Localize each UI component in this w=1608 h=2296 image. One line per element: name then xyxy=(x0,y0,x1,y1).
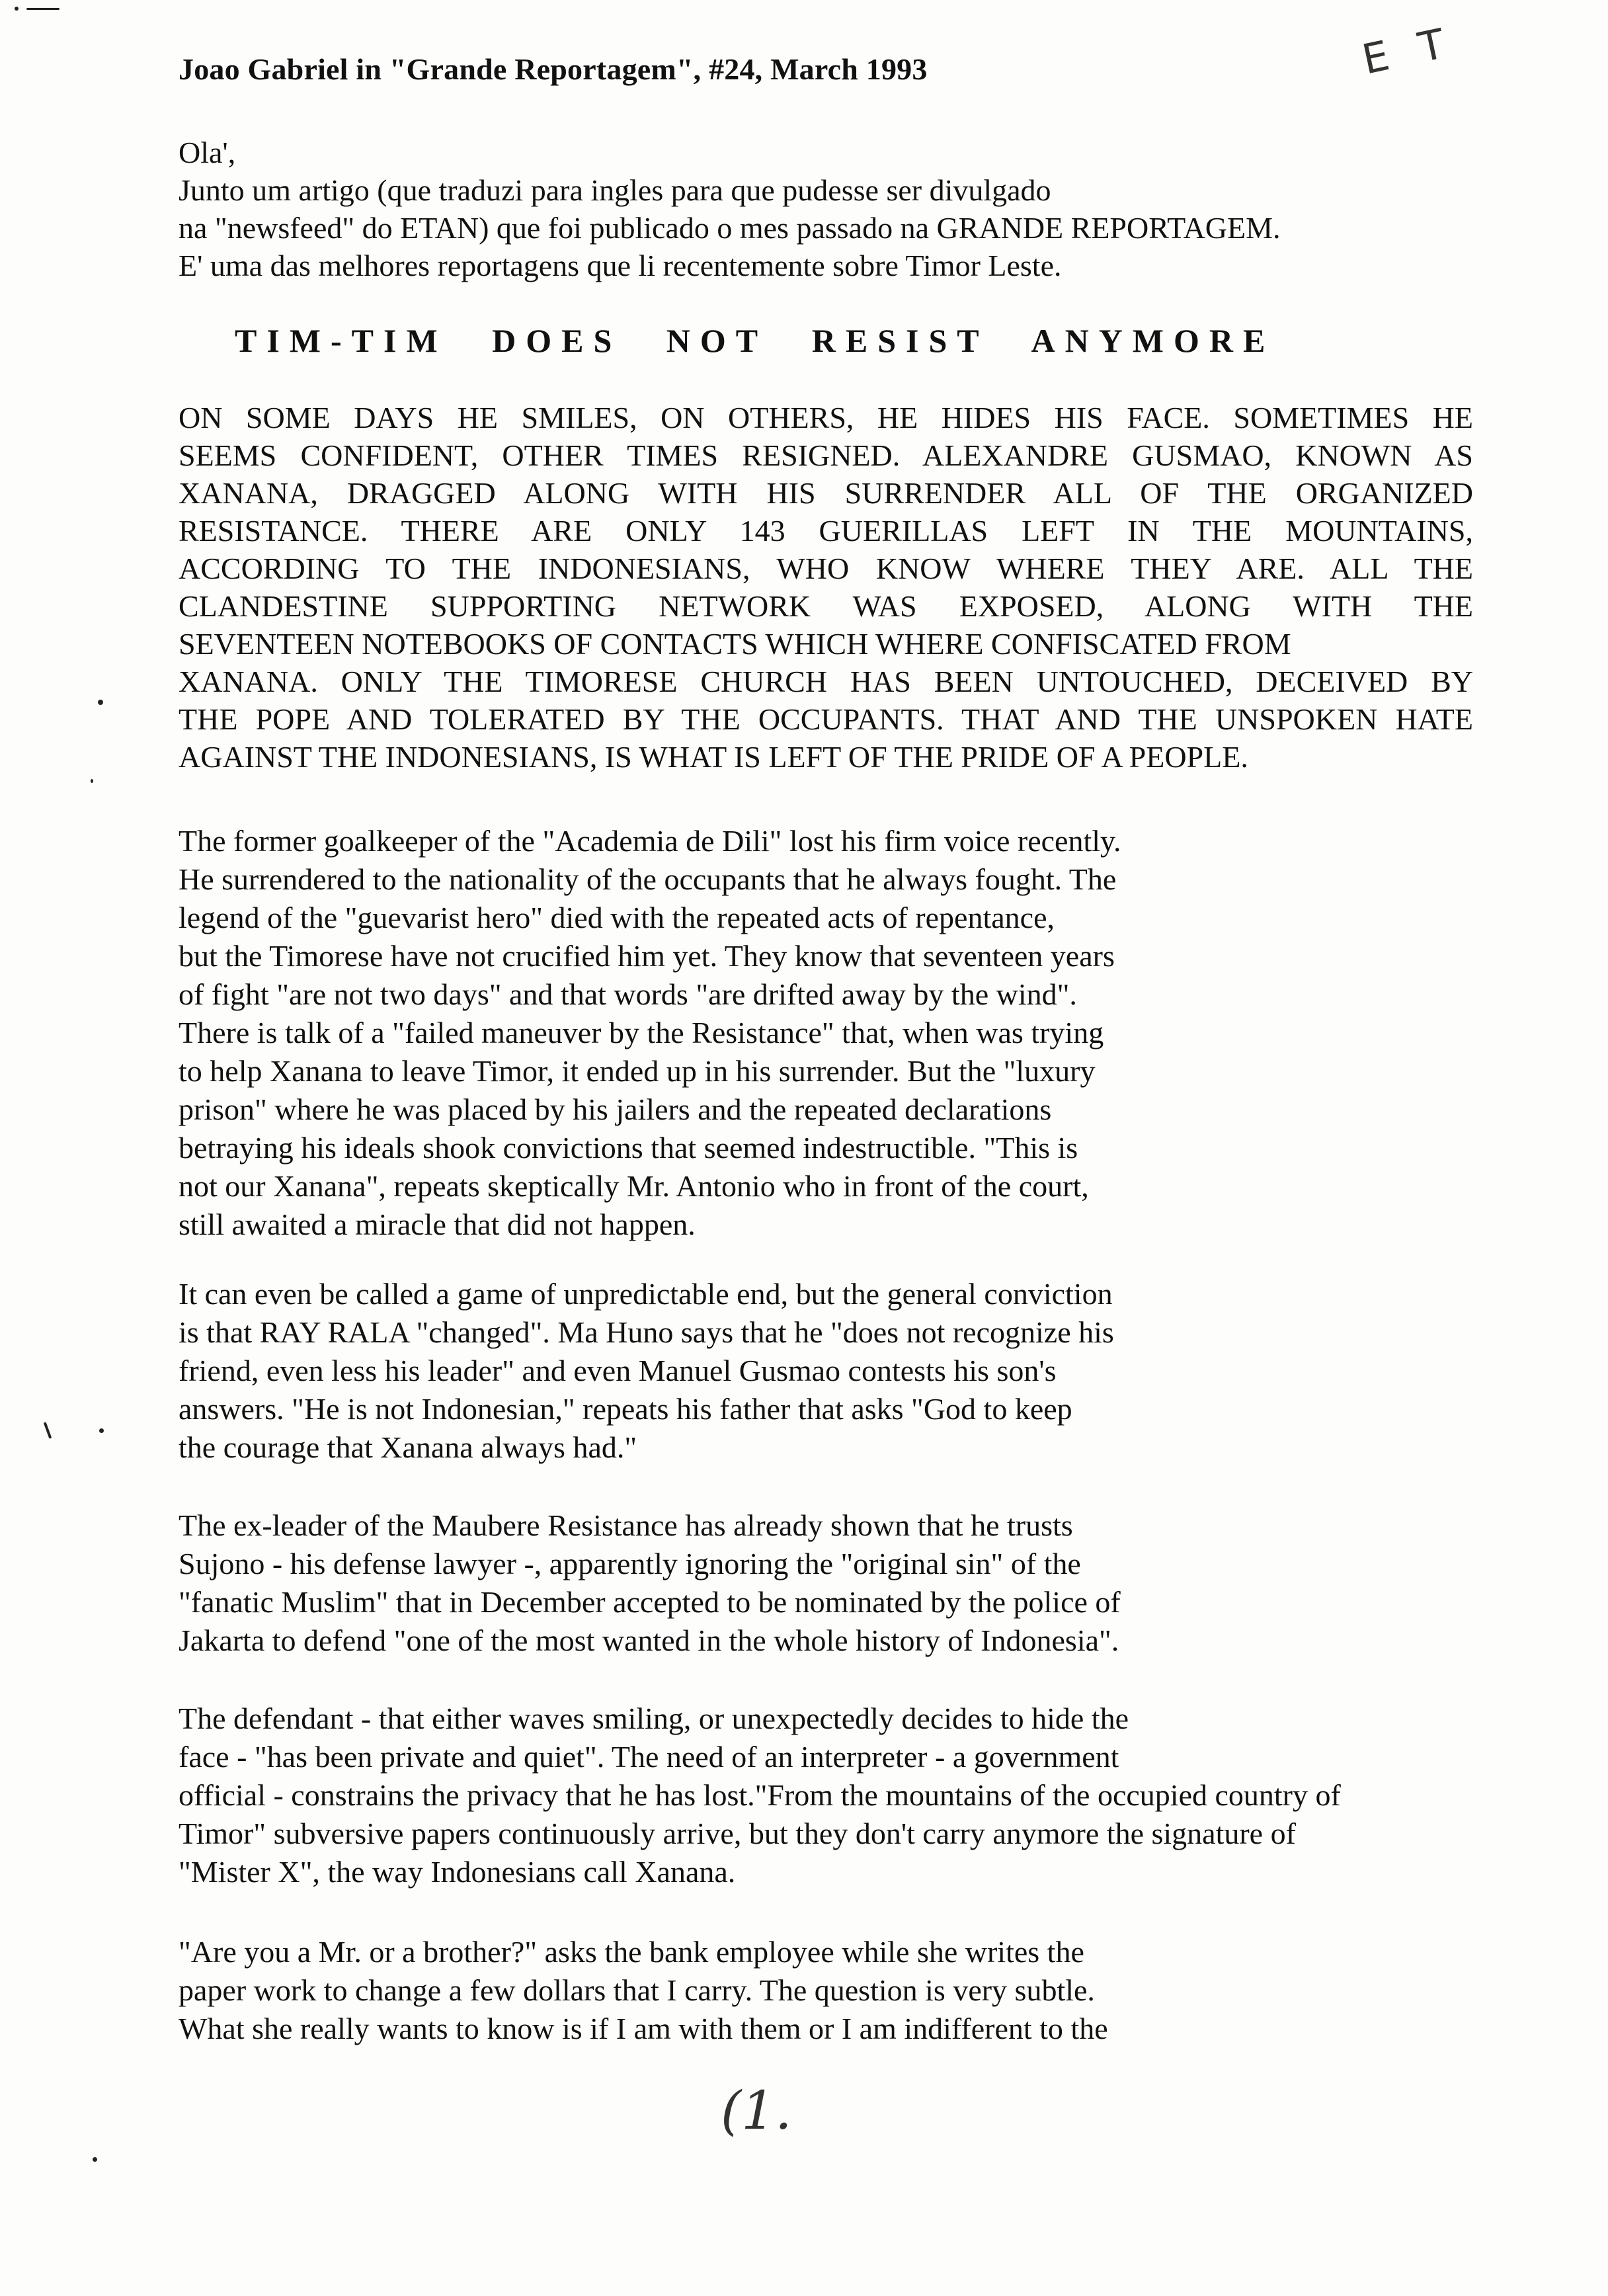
article-lead xyxy=(179,399,1473,776)
paragraph-line: but the Timorese have not crucified him yet. They know that seventeen years xyxy=(179,939,1115,973)
paragraph-line: prison" where he was placed by his jailers and the repeated declarations xyxy=(179,1092,1052,1126)
document-header: Joao Gabriel in "Grande Reportagem", #24, March 1993 xyxy=(179,52,928,86)
lead-line: XANANA, DRAGGED ALONG WITH HIS SURRENDER ALL OF THE ORGANIZED xyxy=(179,476,1473,510)
paragraph-line: There is talk of a "failed maneuver by the Resistance" that, when was trying xyxy=(179,1016,1104,1049)
paragraph-line: paper work to change a few dollars that I carry. The question is very subtle. xyxy=(179,1973,1095,2007)
paragraph xyxy=(179,822,1501,1244)
paragraph-line: "Are you a Mr. or a brother?" asks the bank employee while she writes the xyxy=(179,1935,1084,1969)
paragraph-line: "Mister X", the way Indonesians call Xanana. xyxy=(179,1855,736,1889)
paragraph-line: The former goalkeeper of the "Academia de Dili" lost his firm voice recently. xyxy=(179,824,1121,858)
paragraph-line: not our Xanana", repeats skeptically Mr. Antonio who in front of the court, xyxy=(179,1169,1089,1203)
paragraph-line: legend of the "guevarist hero" died with the repeated acts of repentance, xyxy=(179,901,1055,934)
paragraph-line: Jakarta to defend "one of the most wanted in the whole history of Indonesia". xyxy=(179,1623,1119,1657)
paragraph-line: of fight "are not two days" and that words "are drifted away by the wind". xyxy=(179,977,1077,1011)
lead-line: XANANA. ONLY THE TIMORESE CHURCH HAS BEEN UNTOUCHED, DECEIVED BY xyxy=(179,665,1473,698)
intro-line: Ola', xyxy=(179,136,236,169)
lead-line: ACCORDING TO THE INDONESIANS, WHO KNOW WHERE THEY ARE. ALL THE xyxy=(179,552,1473,585)
lead-line: SEEMS CONFIDENT, OTHER TIMES RESIGNED. ALEXANDRE GUSMAO, KNOWN AS xyxy=(179,438,1473,472)
paragraph-line: The ex-leader of the Maubere Resistance has already shown that he trusts xyxy=(179,1508,1073,1542)
paragraph-line: "fanatic Muslim" that in December accepted to be nominated by the police of xyxy=(179,1585,1121,1619)
scan-speck xyxy=(15,7,19,11)
paragraph-line: It can even be called a game of unpredictable end, but the general conviction xyxy=(179,1277,1113,1311)
lead-line: CLANDESTINE SUPPORTING NETWORK WAS EXPOSED, ALONG WITH THE xyxy=(179,589,1473,623)
intro-line: na "newsfeed" do ETAN) que foi publicado o mes passado na GRANDE REPORTAGEM. xyxy=(179,211,1281,245)
margin-dot xyxy=(98,700,103,705)
scan-speck xyxy=(26,8,60,10)
lead-line: THE POPE AND TOLERATED BY THE OCCUPANTS. THAT AND THE UNSPOKEN HATE xyxy=(179,702,1473,736)
intro-line: Junto um artigo (que traduzi para ingles para que pudesse ser divulgado xyxy=(179,173,1051,207)
paragraph-line: the courage that Xanana always had." xyxy=(179,1430,637,1464)
paragraph-line: Sujono - his defense lawyer -, apparently ignoring the "original sin" of the xyxy=(179,1547,1081,1580)
paragraph xyxy=(179,1700,1501,1891)
paragraph-line: still awaited a miracle that did not happen. xyxy=(179,1208,696,1241)
paragraph-line: What she really wants to know is if I am with them or I am indifferent to the xyxy=(179,2012,1108,2045)
paragraph-line: Timor" subversive papers continuously arrive, but they don't carry anymore the signature of xyxy=(179,1817,1296,1850)
paragraph xyxy=(179,1506,1501,1660)
margin-dot xyxy=(99,1428,104,1433)
paragraph-line: He surrendered to the nationality of the occupants that he always fought. The xyxy=(179,862,1117,896)
paragraph-line: betraying his ideals shook convictions that seemed indestructible. "This is xyxy=(179,1131,1078,1165)
lead-line: RESISTANCE. THERE ARE ONLY 143 GUERILLAS LEFT IN THE MOUNTAINS, xyxy=(179,514,1473,548)
paragraph-line: friend, even less his leader" and even Manuel Gusmao contests his son's xyxy=(179,1354,1057,1387)
paragraph-line: answers. "He is not Indonesian," repeats his father that asks "God to keep xyxy=(179,1392,1072,1426)
lead-line: AGAINST THE INDONESIANS, IS WHAT IS LEFT OF THE PRIDE OF A PEOPLE. xyxy=(179,740,1248,774)
paragraph xyxy=(179,1933,1501,2048)
margin-dot xyxy=(91,779,93,783)
paragraph xyxy=(179,1275,1501,1467)
margin-dot xyxy=(93,2157,97,2162)
margin-tick xyxy=(44,1422,52,1439)
paragraph-line: The defendant - that either waves smiling, or unexpectedly decides to hide the xyxy=(179,1702,1129,1735)
paragraph-line: face - "has been private and quiet". The need of an interpreter - a government xyxy=(179,1740,1119,1774)
lead-line: SEVENTEEN NOTEBOOKS OF CONTACTS WHICH WHERE CONFISCATED FROM xyxy=(179,627,1291,661)
paragraph-line: official - constrains the privacy that he has lost."From the mountains of the occupied country of xyxy=(179,1778,1341,1812)
paragraph-line: is that RAY RALA "changed". Ma Huno says that he "does not recognize his xyxy=(179,1315,1114,1349)
lead-line: ON SOME DAYS HE SMILES, ON OTHERS, HE HIDES HIS FACE. SOMETIMES HE xyxy=(179,401,1473,434)
intro-note xyxy=(179,134,1501,284)
article-title: TIM-TIM DOES NOT RESIST ANYMORE xyxy=(235,322,1275,359)
paragraph-line: to help Xanana to leave Timor, it ended up in his surrender. But the "luxury xyxy=(179,1054,1096,1088)
intro-line: E' uma das melhores reportagens que li recentemente sobre Timor Leste. xyxy=(179,249,1062,282)
page-number: (1. xyxy=(721,2080,792,2141)
corner-annotation: E T xyxy=(1357,17,1458,84)
